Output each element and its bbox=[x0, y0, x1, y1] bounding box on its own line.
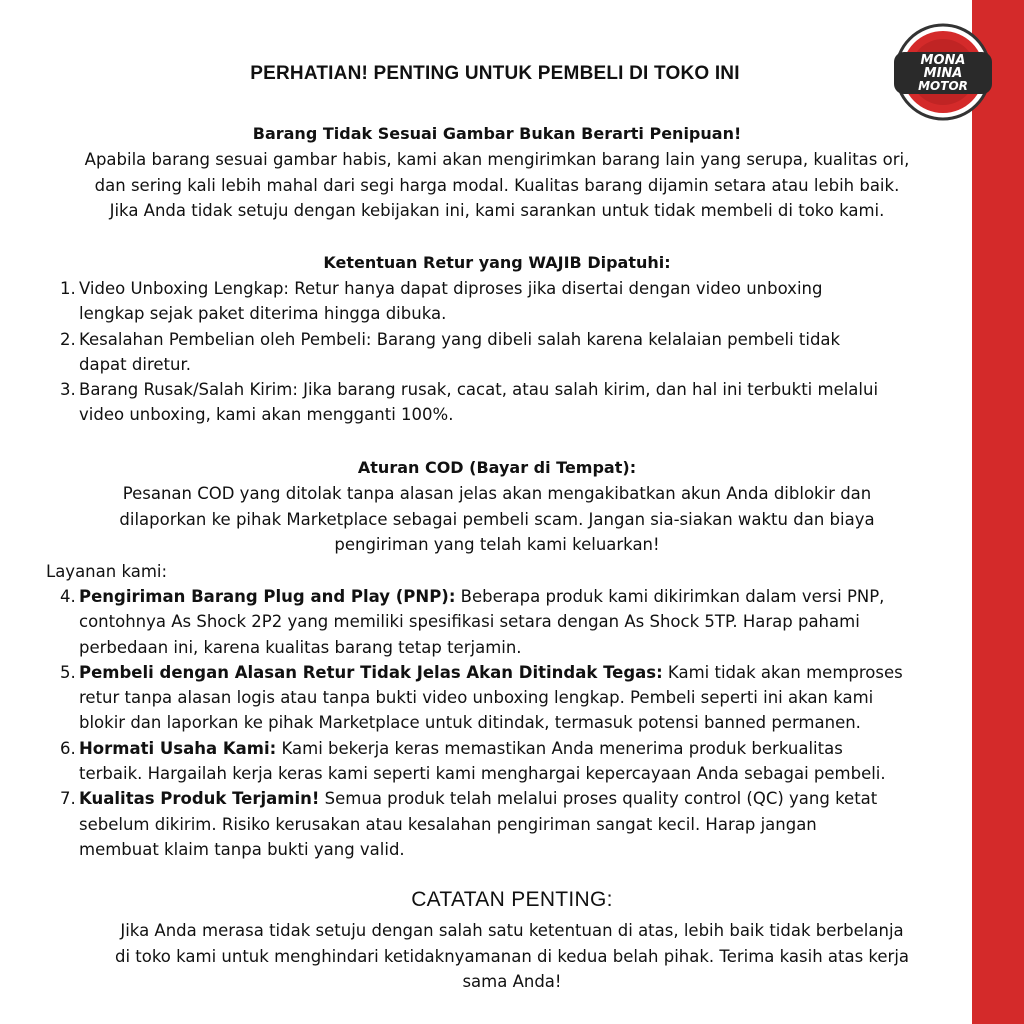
item-bold-title: Pengiriman Barang Plug and Play (PNP): bbox=[79, 587, 456, 606]
note-heading: CATATAN PENTING: bbox=[411, 888, 613, 911]
return-rules-list bbox=[0, 276, 959, 428]
logo-line1: MONA bbox=[920, 53, 966, 68]
item-number: 1. bbox=[60, 279, 76, 298]
list-item bbox=[0, 377, 959, 428]
item-bold-title: Hormati Usaha Kami: bbox=[79, 738, 277, 758]
item-number: 3. bbox=[60, 380, 76, 400]
note-line: di toko kami untuk menghindari ketidaknyamanan di kedua belah pihak. Terima kasih atas kerja bbox=[114, 946, 910, 966]
item-line: Barang Rusak/Salah Kirim: Jika barang rusak, cacat, atau salah kirim, dan hal ini terbukti melalui bbox=[79, 380, 879, 400]
section1-text bbox=[0, 147, 994, 224]
item-line: contohnya As Shock 2P2 yang memiliki spesifikasi setara dengan As Shock 5TP. Harap pahami bbox=[79, 612, 860, 632]
item-number: 4. bbox=[60, 587, 76, 606]
list-item bbox=[0, 276, 959, 327]
item-number: 7. bbox=[60, 789, 76, 809]
section1-line: dan sering kali lebih mahal dari segi harga modal. Kualitas barang dijamin setara atau lebih baik. bbox=[94, 175, 900, 195]
item-line: membuat klaim tanpa bukti yang valid. bbox=[79, 839, 405, 859]
note-line: Jika Anda merasa tidak setuju dengan salah satu ketentuan di atas, lebih baik tidak berbelanja bbox=[120, 921, 904, 940]
list-item bbox=[0, 327, 959, 378]
item-line: video unboxing, kami akan mengganti 100%. bbox=[79, 405, 454, 425]
item-line: retur tanpa alasan logis atau tanpa bukti video unboxing lengkap. Pembeli seperti ini akan kami bbox=[79, 688, 874, 708]
section3-line: dilaporkan ke pihak Marketplace sebagai pembeli scam. Jangan sia-siakan waktu dan biaya bbox=[119, 509, 875, 529]
item-line: perbedaan ini, karena kualitas barang tetap terjamin. bbox=[79, 637, 522, 657]
section1-line: Apabila barang sesuai gambar habis, kami akan mengirimkan barang lain yang serupa, kualitas ori, bbox=[84, 150, 910, 169]
item-bold-title: Kualitas Produk Terjamin! bbox=[79, 789, 320, 809]
item-line: Video Unboxing Lengkap: Retur hanya dapat diproses jika disertai dengan video unboxing bbox=[79, 279, 823, 298]
services-list bbox=[0, 584, 959, 862]
item-number: 6. bbox=[60, 738, 76, 758]
item-line: terbaik. Hargailah kerja keras kami seperti kami menghargai kepercayaan Anda sebagai pembeli. bbox=[79, 764, 886, 784]
logo-line3: MOTOR bbox=[918, 79, 968, 93]
item-line: Semua produk telah melalui proses quality control (QC) yang ketat bbox=[319, 789, 878, 809]
list-item bbox=[0, 660, 959, 736]
section3-heading: Aturan COD (Bayar di Tempat): bbox=[357, 458, 637, 477]
note-line: sama Anda! bbox=[462, 972, 562, 991]
section2-heading: Ketentuan Retur yang WAJIB Dipatuhi: bbox=[323, 253, 671, 272]
item-line: Kami tidak akan memproses bbox=[662, 662, 903, 682]
list-item bbox=[0, 736, 959, 787]
item-line: blokir dan laporkan ke pihak Marketplace untuk ditindak, termasuk potensi banned permanen. bbox=[79, 713, 861, 733]
item-number: 5. bbox=[60, 662, 76, 682]
list-item bbox=[0, 786, 959, 862]
services-label: Layanan kami: bbox=[46, 562, 168, 581]
section1-line: Jika Anda tidak setuju dengan kebijakan ini, kami sarankan untuk tidak membeli di toko kami. bbox=[109, 201, 885, 220]
item-line: Kesalahan Pembelian oleh Pembeli: Barang yang dibeli salah karena kelalaian pembeli tidak bbox=[79, 329, 841, 349]
item-line: Beberapa produk kami dikirimkan dalam versi PNP, bbox=[455, 587, 885, 606]
section1-heading: Barang Tidak Sesuai Gambar Bukan Berarti Penipuan! bbox=[252, 124, 742, 143]
section3-text bbox=[0, 481, 994, 558]
page-title: PERHATIAN! PENTING UNTUK PEMBELI DI TOKO INI bbox=[250, 63, 740, 84]
item-number: 2. bbox=[60, 329, 76, 349]
logo-line2: MINA bbox=[923, 66, 963, 81]
list-item bbox=[0, 584, 959, 660]
item-line: Kami bekerja keras memastikan Anda menerima produk berkualitas bbox=[276, 738, 843, 758]
section3-line: pengiriman yang telah kami keluarkan! bbox=[334, 535, 660, 554]
section3-line: Pesanan COD yang ditolak tanpa alasan jelas akan mengakibatkan akun Anda diblokir dan bbox=[122, 484, 872, 503]
note-text bbox=[30, 918, 994, 995]
item-line: lengkap sejak paket diterima hingga dibuka. bbox=[79, 304, 447, 324]
item-line: sebelum dikirim. Risiko kerusakan atau kesalahan pengiriman sangat kecil. Harap jangan bbox=[79, 814, 817, 834]
item-line: dapat diretur. bbox=[79, 354, 191, 374]
item-bold-title: Pembeli dengan Alasan Retur Tidak Jelas Akan Ditindak Tegas: bbox=[79, 662, 663, 682]
